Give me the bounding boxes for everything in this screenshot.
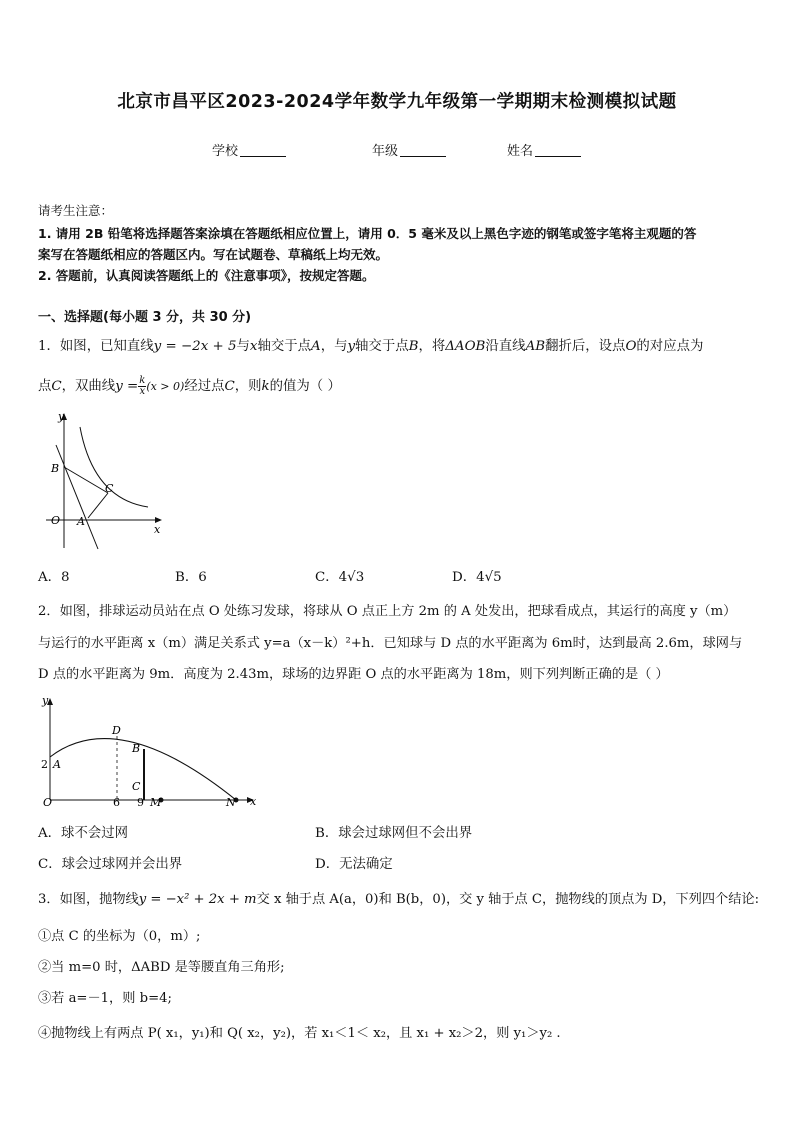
q1-text: 的值为（ ） bbox=[269, 379, 341, 394]
q1-var: k bbox=[261, 379, 270, 394]
name-field bbox=[507, 140, 581, 159]
q1-domain: (x > 0) bbox=[146, 380, 185, 393]
q1-text: 点 bbox=[38, 379, 52, 394]
q1-option-a[interactable]: A．8 bbox=[38, 570, 70, 585]
q3-text: 3．如图，抛物线 bbox=[38, 892, 139, 907]
page-title: 北京市昌平区2023-2024学年数学九年级第一学期期末检测模拟试题 bbox=[117, 92, 677, 112]
q1-text: ，将 bbox=[418, 339, 446, 354]
q1-var: y = bbox=[115, 379, 139, 394]
q2-label-d: D bbox=[112, 724, 121, 737]
q2-label-nine: 9 bbox=[137, 796, 144, 809]
q3-statement-4: ④抛物线上有两点 P( x₁，y₁)和 Q( x₂，y₂)，若 x₁＜1＜ x₂，且 x₁ + x₂＞2，则 y₁＞y₂ . bbox=[38, 1026, 561, 1041]
q2-option-a[interactable]: A．球不会过网 bbox=[38, 826, 129, 841]
question-1-line-1 bbox=[38, 336, 758, 358]
q2-option-b[interactable]: B．球会过球网但不会出界 bbox=[315, 826, 473, 841]
grade-label: 年级 bbox=[372, 144, 399, 159]
q1-text: 沿直线 bbox=[485, 339, 526, 354]
q1-var: C bbox=[224, 379, 235, 394]
q2-option-d[interactable]: D．无法确定 bbox=[315, 857, 393, 872]
q2-label-c: C bbox=[132, 780, 141, 793]
question-3-line-1 bbox=[38, 889, 758, 911]
q1-label-x: x bbox=[154, 523, 161, 536]
name-label: 姓名 bbox=[507, 144, 534, 159]
question-2-line-1: 2．如图，排球运动员站在点 O 处练习发球，将球从 O 点正上方 2m 的 A 处发出，把球看成点，其运行的高度 y（m） bbox=[38, 604, 737, 619]
notice-heading: 请考生注意： bbox=[38, 203, 114, 218]
q1-var: O bbox=[625, 339, 637, 354]
q2-label-x: x bbox=[250, 795, 257, 808]
section-1-heading: 一、选择题(每小题 3 分，共 30 分) bbox=[38, 310, 252, 325]
grade-field bbox=[372, 140, 446, 159]
name-blank[interactable] bbox=[535, 144, 581, 157]
school-blank[interactable] bbox=[240, 144, 286, 157]
q1-frac-denominator: x bbox=[139, 386, 146, 397]
q1-text: ，双曲线 bbox=[61, 379, 116, 394]
q1-line-ab bbox=[56, 445, 98, 549]
question-2-line-2: 与运行的水平距离 x（m）满足关系式 y=a（x－k）²+h．已知球与 D 点的水平距离为 6m时，达到最高 2.6m，球网与 bbox=[38, 636, 743, 651]
q2-label-six: 6 bbox=[113, 796, 120, 809]
q1-label-o: O bbox=[51, 514, 61, 527]
q1-label-c: C bbox=[105, 482, 114, 495]
question-2-line-3: D 点的水平距离为 9m．高度为 2.43m，球场的边界距 O 点的水平距离为 18m，则下列判断正确的是（ ） bbox=[38, 667, 669, 682]
q2-option-c[interactable]: C．球会过球网并会出界 bbox=[38, 857, 183, 872]
q3-statement-1: ①点 C 的坐标为（0，m）; bbox=[38, 929, 201, 944]
q2-label-m: M bbox=[150, 796, 162, 809]
q2-label-a: A bbox=[53, 758, 61, 771]
q1-var: B bbox=[408, 339, 419, 354]
q3-statement-3: ③若 a=－1，则 b=4; bbox=[38, 991, 172, 1006]
q1-equation: y = −2x + 5 bbox=[153, 339, 237, 354]
q3-equation: y = −x² + 2x + m bbox=[138, 892, 257, 907]
school-field bbox=[212, 140, 286, 159]
q1-var: x bbox=[249, 339, 258, 354]
q1-text: 翻折后，设点 bbox=[545, 339, 626, 354]
q2-label-two: 2 bbox=[41, 758, 48, 771]
q1-var: y bbox=[347, 339, 356, 354]
notice-item-1-line-2: 案写在答题纸相应的答题区内。写在试题卷、草稿纸上均无效。 bbox=[38, 247, 389, 262]
q1-frac-numerator: k bbox=[139, 375, 146, 386]
q1-text: 轴交于点 bbox=[257, 339, 312, 354]
q1-var: C bbox=[51, 379, 62, 394]
q1-figure bbox=[38, 405, 170, 553]
q1-text: 1．如图，已知直线 bbox=[38, 339, 154, 354]
q2-label-b: B bbox=[132, 742, 141, 755]
q1-hyperbola bbox=[80, 427, 148, 507]
question-1-line-2 bbox=[38, 376, 758, 398]
q1-var: A bbox=[311, 339, 321, 354]
q1-text: 经过点 bbox=[184, 379, 225, 394]
q1-text: 轴交于点 bbox=[355, 339, 409, 354]
q3-text: 交 x 轴于点 A(a，0)和 B(b，0)，交 y 轴于点 C，抛物线的顶点为 D，下列四个结论: bbox=[256, 892, 760, 907]
grade-blank[interactable] bbox=[400, 144, 446, 157]
q1-text: 的对应点为 bbox=[636, 339, 704, 354]
q1-text: ，则 bbox=[234, 379, 262, 394]
q1-var: ΔAOB bbox=[445, 339, 486, 354]
q1-segment-ca bbox=[88, 493, 108, 518]
q3-statement-2: ②当 m=0 时，ΔABD 是等腰直角三角形; bbox=[38, 960, 285, 975]
q1-var: AB bbox=[525, 339, 546, 354]
notice-item-2: 2. 答题前，认真阅读答题纸上的《注意事项》，按规定答题。 bbox=[38, 268, 375, 283]
q1-option-c[interactable]: C．4√3 bbox=[315, 570, 365, 585]
q1-text: 与 bbox=[236, 339, 250, 354]
notice-item-1-line-1: 1. 请用 2B 铅笔将选择题答案涂填在答题纸相应位置上，请用 0．5 毫米及以上黑色字迹的钢笔或签字笔将主观题的答 bbox=[38, 226, 697, 241]
q1-option-d[interactable]: D．4√5 bbox=[452, 570, 502, 585]
q1-option-b[interactable]: B．6 bbox=[175, 570, 207, 585]
q1-label-y: y bbox=[58, 410, 65, 423]
q2-label-o: O bbox=[43, 796, 53, 809]
q1-label-b: B bbox=[51, 462, 60, 475]
school-label: 学校 bbox=[212, 144, 239, 159]
q2-label-y: y bbox=[42, 694, 49, 707]
q1-label-a: A bbox=[77, 515, 85, 528]
q2-figure bbox=[36, 690, 262, 812]
q1-text: ，与 bbox=[320, 339, 348, 354]
q2-label-n: N bbox=[226, 796, 236, 809]
